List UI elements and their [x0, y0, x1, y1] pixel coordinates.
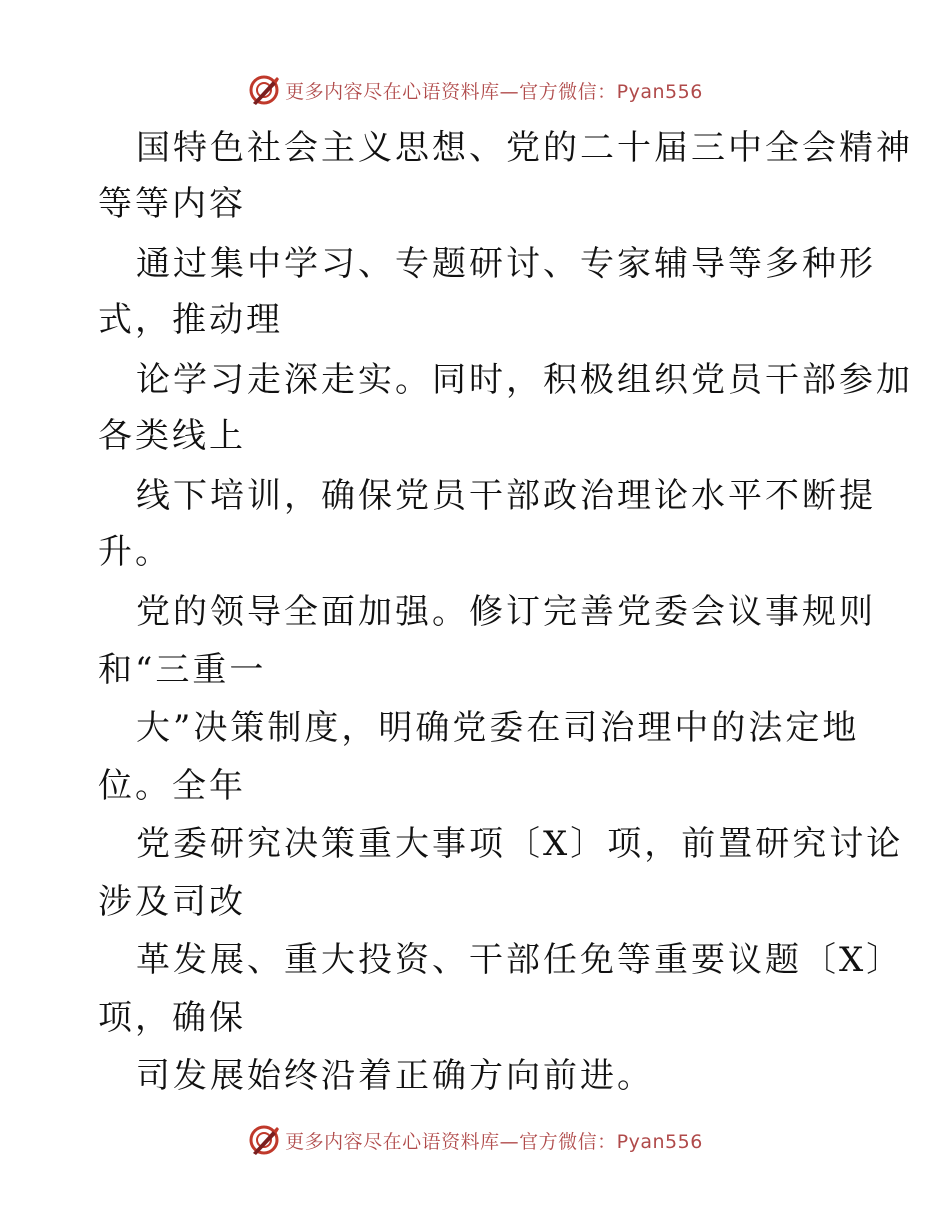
body-line: 式，推动理	[98, 300, 283, 340]
body-line: 党的领导全面加强。修订完善党委会议事规则	[136, 592, 876, 632]
body-line: 论学习走深走实。同时，积极组织党员干部参加	[136, 360, 913, 400]
body-line: 涉及司改	[98, 882, 246, 922]
header-watermark-banner	[0, 70, 950, 110]
body-line: 位。全年	[98, 766, 246, 806]
pen-seal-icon	[247, 1123, 281, 1157]
body-line: 项，确保	[98, 998, 246, 1038]
body-line: 线下培训，确保党员干部政治理论水平不断提	[136, 476, 876, 516]
body-line: 党委研究决策重大事项〔X〕项，前置研究讨论	[136, 824, 904, 864]
body-line: 革发展、重大投资、干部任免等重要议题〔X〕	[136, 940, 904, 980]
header-watermark-text: 更多内容尽在心语资料库—官方微信：Pyan556	[285, 80, 703, 103]
body-line: 大”决策制度，明确党委在司治理中的法定地	[136, 708, 860, 748]
footer-watermark-banner	[0, 1120, 950, 1160]
body-line: 通过集中学习、专题研讨、专家辅导等多种形	[136, 244, 876, 284]
body-line: 升。	[98, 532, 172, 572]
footer-watermark-text: 更多内容尽在心语资料库—官方微信：Pyan556	[285, 1130, 703, 1153]
body-line: 和“三重一	[98, 650, 267, 690]
pen-seal-icon	[247, 73, 281, 107]
body-line: 国特色社会主义思想、党的二十届三中全会精神	[136, 128, 913, 168]
body-line: 等等内容	[98, 184, 246, 224]
body-line: 司发展始终沿着正确方向前进。	[136, 1056, 654, 1096]
body-line: 各类线上	[98, 416, 246, 456]
